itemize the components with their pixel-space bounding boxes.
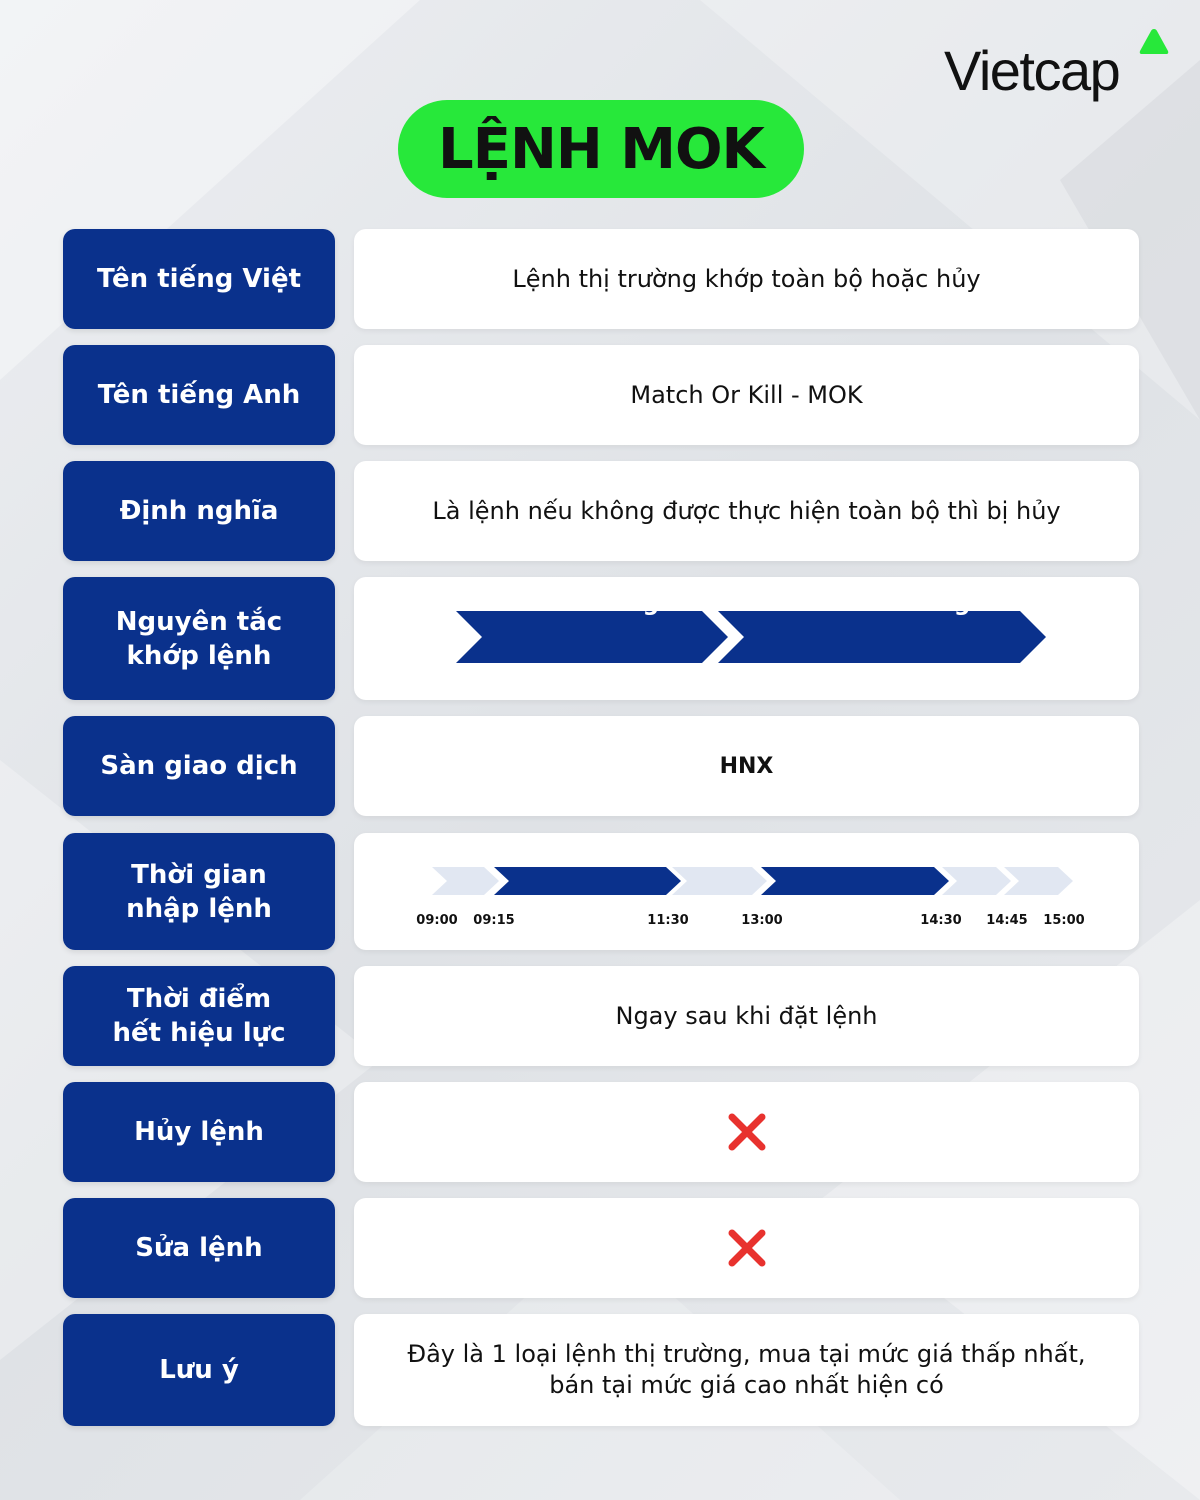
timeline-tick-label: 09:00 [416, 913, 458, 928]
timeline-tick-label: 14:30 [920, 913, 962, 928]
row-note [63, 1314, 1139, 1426]
row-english-name [63, 345, 1139, 445]
row-value: HNX [354, 716, 1139, 816]
row-value: Lệnh thị trường khớp toàn bộ hoặc hủy [354, 229, 1139, 329]
timeline-tick-label: 15:00 [1043, 913, 1085, 928]
chevron-price-priority-label: Ưu tiên về giá [501, 589, 683, 616]
row-vietnamese-name [63, 229, 1139, 329]
page-title: LỆNH MOK [398, 100, 804, 198]
row-value-chevrons [354, 577, 1139, 700]
row-cancel-order [63, 1082, 1139, 1182]
row-label: Nguyên tắc khớp lệnh [63, 577, 335, 700]
vietcap-logo [944, 38, 1174, 108]
row-definition [63, 461, 1139, 561]
timeline-segment-close [1004, 867, 1073, 895]
row-matching-principle [63, 577, 1139, 700]
row-label: Hủy lệnh [63, 1082, 335, 1182]
row-value [354, 1198, 1139, 1298]
row-value-timeline [354, 833, 1139, 950]
logo-text: Vietcap [944, 39, 1120, 102]
timeline-segment-ato [942, 867, 1011, 895]
row-value: Ngay sau khi đặt lệnh [354, 966, 1139, 1066]
row-value [354, 1082, 1139, 1182]
row-label: Thời gian nhập lệnh [63, 833, 335, 950]
session-timeline [354, 833, 1139, 903]
row-entry-time [63, 833, 1139, 950]
row-label: Sàn giao dịch [63, 716, 335, 816]
logo-triangle-icon [1137, 26, 1171, 58]
timeline-segment-preopen [432, 867, 499, 895]
timeline-segment-morning [494, 867, 681, 895]
row-label: Tên tiếng Anh [63, 345, 335, 445]
row-value: Đây là 1 loại lệnh thị trường, mua tại mức giá thấp nhất, bán tại mức giá cao nhất hiện có [354, 1314, 1139, 1426]
row-label: Tên tiếng Việt [63, 229, 335, 329]
row-value: Match Or Kill - MOK [354, 345, 1139, 445]
row-value: Là lệnh nếu không được thực hiện toàn bộ thì bị hủy [354, 461, 1139, 561]
timeline-tick-label: 13:00 [741, 913, 783, 928]
row-label: Thời điểm hết hiệu lực [63, 966, 335, 1066]
row-label: Định nghĩa [63, 461, 335, 561]
cross-icon [726, 1111, 768, 1153]
chevron-time-priority-label: Ưu tiên về thời gian [753, 589, 1011, 616]
row-exchange [63, 716, 1139, 816]
cross-icon [726, 1227, 768, 1269]
row-label: Sửa lệnh [63, 1198, 335, 1298]
timeline-tick-label: 14:45 [986, 913, 1028, 928]
row-expiry [63, 966, 1139, 1066]
row-label: Lưu ý [63, 1314, 335, 1426]
timeline-tick-label: 09:15 [473, 913, 515, 928]
timeline-tick-label: 11:30 [647, 913, 689, 928]
row-modify-order [63, 1198, 1139, 1298]
timeline-segment-break [672, 867, 767, 895]
timeline-segment-afternoon [761, 867, 949, 895]
